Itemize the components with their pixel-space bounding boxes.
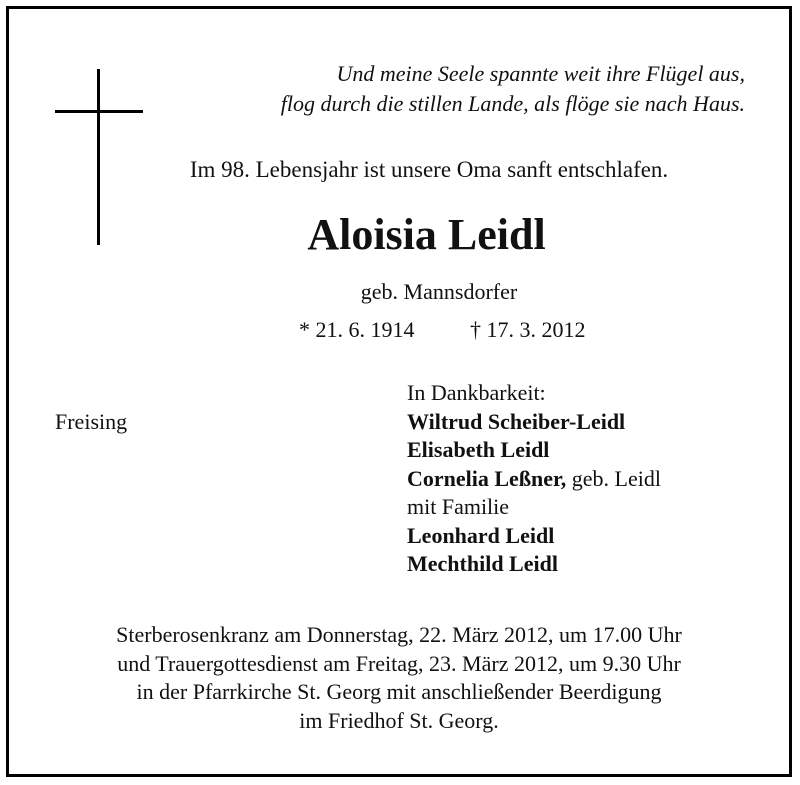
service-line-2: und Trauergottesdienst am Freitag, 23. März 2012, um 9.30 Uhr — [117, 650, 681, 676]
mourner-3-name: Cornelia Leßner, — [407, 465, 567, 491]
mourner-5: Mechthild Leidl — [407, 551, 558, 576]
intro-text: Im 98. Lebensjahr ist unsere Oma sanft entschlafen. — [189, 157, 669, 182]
mourners-list — [407, 379, 661, 579]
obituary-frame — [6, 6, 792, 777]
service-line-3: in der Pfarrkirche St. Georg mit anschließender Beerdigung — [136, 679, 662, 704]
birth-name: geb. Mannsdorfer — [360, 279, 518, 304]
deceased-name: Aloisia Leidl — [307, 210, 546, 259]
mourners-intro: In Dankbarkeit: — [407, 380, 546, 405]
mourner-1: Wiltrud Scheiber-Leidl — [407, 408, 626, 434]
service-line-1: Sterberosenkranz am Donnerstag, 22. März 2012, um 17.00 Uhr — [116, 622, 682, 647]
poem-line-1: Und meine Seele spannte weit ihre Flügel aus, — [336, 61, 745, 86]
cross-icon-horizontal — [55, 110, 143, 113]
mourner-2: Elisabeth Leidl — [407, 437, 550, 462]
life-dates — [299, 317, 586, 343]
service-info — [9, 621, 789, 735]
service-line-4: im Friedhof St. Georg. — [299, 707, 499, 733]
mourner-3-family: mit Familie — [407, 494, 510, 519]
death-date: † 17. 3. 2012 — [470, 317, 586, 342]
poem — [281, 59, 745, 119]
mourner-3 — [407, 465, 661, 494]
mourner-4: Leonhard Leidl — [407, 522, 555, 548]
birth-date: * 21. 6. 1914 — [299, 317, 415, 342]
place: Freising — [55, 409, 128, 434]
poem-line-2: flog durch die stillen Lande, als flöge sie nach Haus. — [280, 91, 745, 116]
mourner-3-suffix: geb. Leidl — [566, 465, 661, 491]
